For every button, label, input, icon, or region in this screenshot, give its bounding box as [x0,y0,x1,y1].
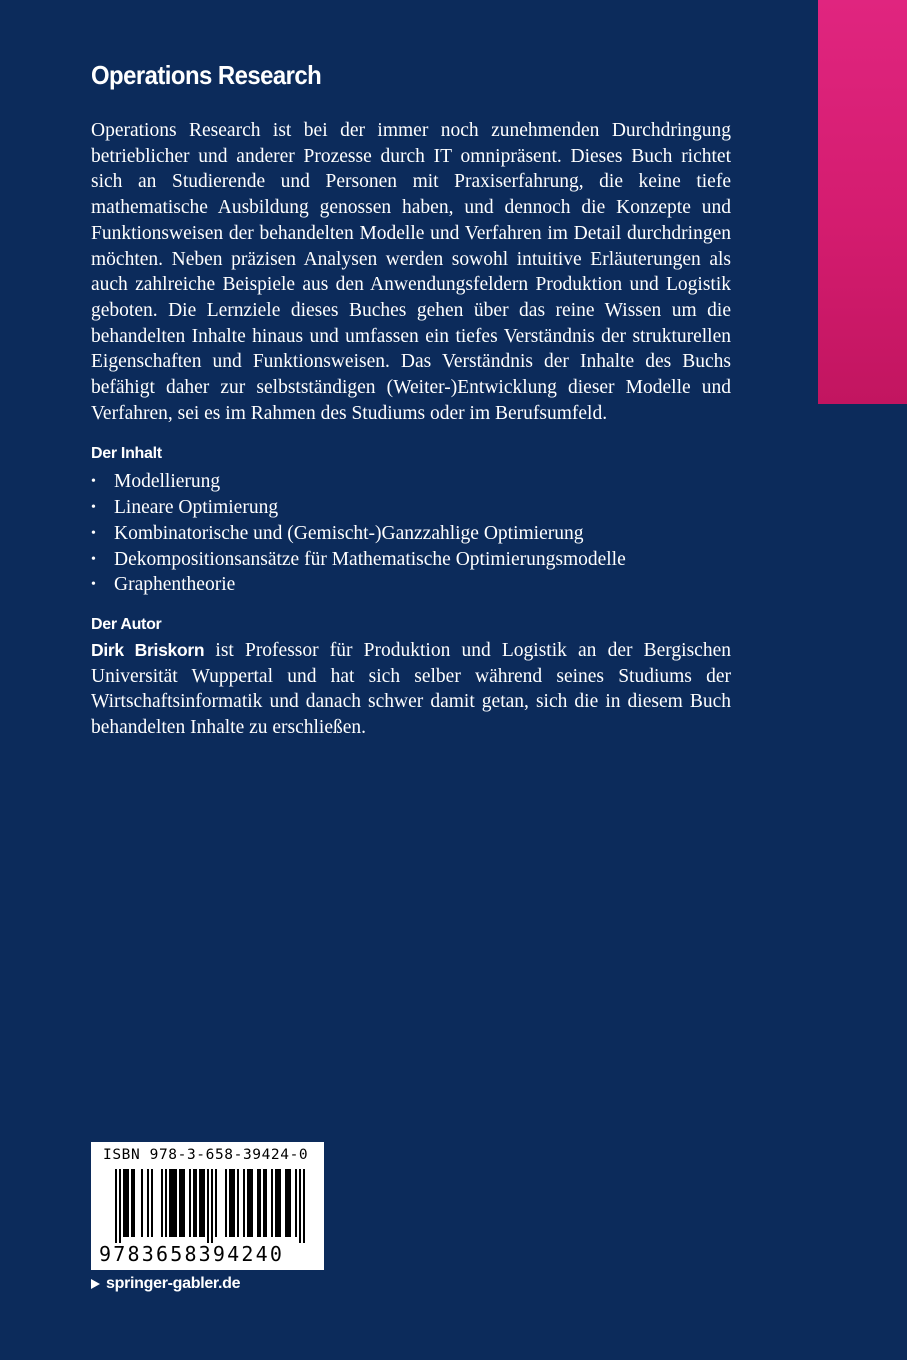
barcode-bar [259,1169,261,1237]
contents-item: • Lineare Optimierung [91,495,731,521]
barcode-bar [299,1169,301,1243]
accent-bar [818,0,907,404]
barcode-digits: 9783658394240 [99,1242,285,1266]
barcode-bar [207,1169,209,1243]
barcode-bar [225,1169,227,1237]
book-title: Operations Research [91,60,322,90]
barcode-bar [203,1169,205,1237]
contents-list [91,469,731,598]
barcode-bar [189,1169,191,1237]
barcode-bar [289,1169,291,1237]
barcode-bar [251,1169,253,1237]
bullet-icon: • [91,500,96,516]
publisher-url: springer-gabler.de [106,1275,241,1292]
barcode-bar [275,1169,277,1237]
author-name: Dirk Briskorn [91,639,205,660]
barcode-bar [233,1169,235,1237]
isbn-label: ISBN 978-3-658-39424-0 [103,1147,309,1163]
barcode-bar [171,1169,173,1237]
publisher-link[interactable] [91,1275,240,1293]
author-bio: ist Professor für Produktion und Logistik an der Bergischen Universität Wuppertal und hat sich selber während seines Studiums der Wirtschaftsinformatik und danach schwer damit getan, sich die in diesem Buch behandelten Inhalte zu erschließen. [91,639,731,739]
barcode-bar [231,1169,233,1237]
barcode-bar [237,1169,239,1237]
barcode-bar [161,1169,163,1237]
contents-item: • Dekompositionsansätze für Mathematische Optimierungsmodelle [91,547,731,573]
barcode-bar [147,1169,149,1237]
barcode-bar [127,1169,129,1237]
author-bio-paragraph [91,638,731,741]
bullet-icon: • [91,577,96,593]
barcode-bar [287,1169,289,1237]
cover-content [91,118,731,741]
contents-item: • Kombinatorische und (Gemischt-)Ganzzahlige Optimierung [91,521,731,547]
barcode-bar [199,1169,201,1237]
bullet-icon: • [91,474,96,490]
barcode-bar [173,1169,175,1237]
barcode-bar [151,1169,153,1237]
barcode-bar [165,1169,167,1237]
barcode-bar [271,1169,273,1237]
author-heading: Der Autor [91,615,162,633]
barcode-bars [115,1169,305,1243]
barcode-bar [175,1169,177,1237]
barcode-bar [285,1169,287,1237]
book-description: Operations Research ist bei der immer noch zunehmenden Durchdringung betrieblicher und anderer Prozesse durch IT omnipräsent. Dieses Buch richtet sich an Studierende und Personen mit Praxiserfahrung, die keine tiefe mathematische Ausbildung genossen haben, und dennoch die Konzepte und Funktionsweisen der behandelten Modelle und Verfahren im Detail durchdringen möchten. Neben präzisen Analysen werden sowohl intuitive Erläuterungen als auch zahlreiche Beispiele aus den Anwendungsfeldern Produktion und Logistik geboten. Die Lernziele dieses Buches gehen über das reine Wissen um die behandelten Inhalte hinaus und umfassen ein tiefes Verständnis der strukturellen Eigenschaften und Funktionsweisen. Das Verständnis der Inhalte des Buchs befähigt daher zur selbstständigen (Weiter-)Entwicklung dieser Modelle und Verfahren, sei es im Rahmen des Studiums oder im Berufsumfeld. [91,120,731,424]
barcode-bar [193,1169,195,1237]
bullet-icon: • [91,525,96,541]
barcode-bar [211,1169,213,1243]
barcode-bar [303,1169,305,1243]
contents-item: • Graphentheorie [91,572,731,598]
isbn-barcode [91,1142,324,1270]
barcode-bar [169,1169,171,1237]
contents-heading: Der Inhalt [91,445,162,463]
barcode-bar [119,1169,121,1243]
barcode-bar [229,1169,231,1237]
triangle-right-icon [91,1279,100,1289]
bullet-icon: • [91,551,96,567]
barcode-bar [133,1169,135,1237]
contents-item: • Modellierung [91,469,731,495]
barcode-bar [183,1169,185,1237]
barcode-bar [201,1169,203,1237]
barcode-bar [215,1169,217,1237]
barcode-bar [123,1169,125,1237]
barcode-bar [125,1169,127,1237]
barcode-bar [131,1169,133,1237]
barcode-bar [263,1169,265,1237]
barcode-bar [243,1169,245,1237]
barcode-bar [279,1169,281,1237]
barcode-bar [265,1169,267,1237]
barcode-bar [141,1169,143,1237]
barcode-bar [249,1169,251,1237]
barcode-bar [181,1169,183,1237]
barcode-bar [179,1169,181,1237]
barcode-bar [195,1169,197,1237]
barcode-bar [257,1169,259,1237]
barcode-bar [295,1169,297,1237]
barcode-bar [277,1169,279,1237]
barcode-bar [115,1169,117,1243]
barcode-bar [247,1169,249,1237]
